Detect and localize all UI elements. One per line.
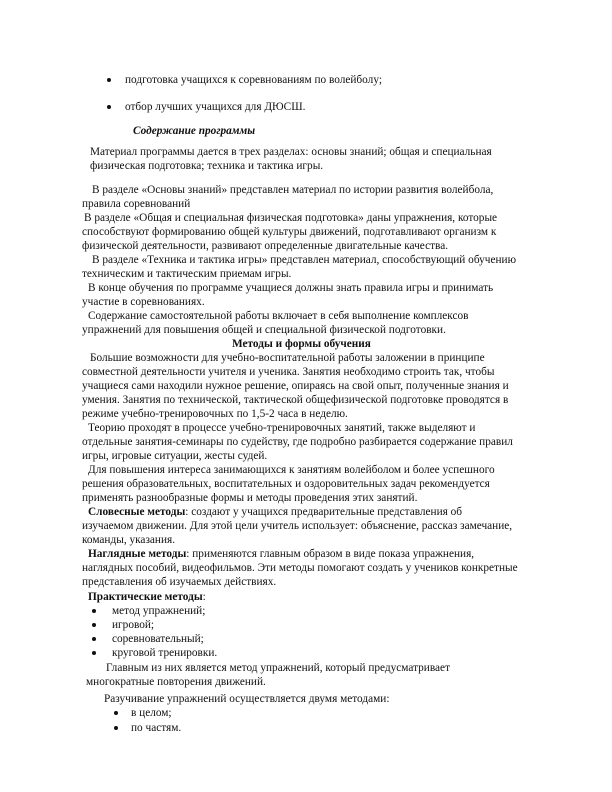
paragraph-line: многократные повторения движений. — [86, 676, 266, 688]
paragraph-line: Главным из них является метод упражнений, который предусматривает — [106, 662, 451, 674]
practical-methods-label: Практические методы — [88, 591, 203, 603]
paragraph-line: упражнений для повышения общей и специальной физической подготовки. — [82, 324, 446, 336]
verbal-methods-line — [88, 505, 462, 519]
section-heading: Методы и формы обучения — [232, 338, 371, 350]
paragraph-line: Содержание самостоятельной работы включает в себя выполнение комплексов — [88, 310, 469, 322]
verbal-methods-label: Словесные методы — [88, 506, 186, 518]
bullet-icon — [114, 711, 118, 715]
paragraph-line: умения. Занятия по технической, тактической общефизической подготовке проводятся в — [82, 394, 509, 406]
paragraph-line: физическая подготовка; техника и тактика игры. — [90, 160, 324, 172]
bullet-icon — [92, 651, 96, 655]
visual-methods-text: : применяются главным образом в виде показа упражнения, — [186, 548, 475, 560]
paragraph-line: режиме учебно-тренировочных по 1,5-2 часа в неделю. — [82, 408, 348, 420]
bullet-icon — [92, 623, 96, 627]
paragraph-line: Теорию проходят в процессе учебно-тренировочных занятий, также выделяют и — [88, 422, 476, 434]
paragraph-line: В разделе «Общая и специальная физическая подготовка» даны упражнения, которые — [84, 212, 498, 224]
paragraph-line: В конце обучения по программе учащиеся должны знать правила игры и принимать — [88, 282, 494, 294]
visual-methods-line — [88, 547, 474, 561]
paragraph-line: В разделе «Основы знаний» представлен материал по истории развития волейбола, — [92, 184, 494, 196]
paragraph-line: Разучивание упражнений осуществляется двумя методами: — [104, 693, 390, 705]
paragraph-line: Материал программы дается в трех разделах: основы знаний; общая и специальная — [90, 146, 492, 158]
paragraph-line: представления об изучаемых действиях. — [82, 576, 277, 588]
bullet-icon — [114, 726, 118, 730]
list-item: игровой; — [112, 619, 155, 631]
paragraph-line: применять разнообразные формы и методы проведения этих занятий. — [82, 492, 418, 504]
verbal-methods-text: : создают у учащихся предварительные представления об — [185, 506, 463, 518]
paragraph-line: изучаемом движении. Для этой цели учитель использует: объяснение, рассказ замечание, — [82, 520, 513, 532]
list-item: по частям. — [131, 722, 182, 734]
paragraph-line: наглядных пособий, видеофильмов. Эти методы помогают создать у учеников конкретные — [82, 562, 518, 574]
bullet-icon — [107, 78, 111, 82]
bullet-icon — [107, 105, 111, 109]
list-item: круговой тренировки. — [112, 647, 218, 659]
bullet-icon — [92, 637, 96, 641]
paragraph-line: команды, указания. — [82, 534, 176, 546]
list-item: в целом; — [131, 707, 172, 719]
paragraph-line: В разделе «Техника и тактика игры» представлен материал, способствующий обучению — [92, 254, 517, 266]
paragraph-line: совместной деятельности учителя и ученика. Занятия необходимо строить так, чтобы — [82, 366, 495, 378]
list-item: подготовка учащихся к соревнованиям по волейболу; — [125, 74, 382, 86]
paragraph-line: решения образовательных, воспитательных и оздоровительных задач рекомендуется — [82, 478, 490, 490]
list-item: метод упражнений; — [112, 605, 206, 617]
paragraph-line: правила соревнований — [82, 198, 191, 210]
paragraph-line: физической деятельности, развивают определенные двигательные качества. — [82, 240, 449, 252]
visual-methods-label: Наглядные методы — [88, 548, 187, 560]
paragraph-line: учащиеся сами находили нужное решение, опираясь на свой опыт, полученные знания и — [82, 380, 509, 392]
paragraph-line: техническим и тактическим приемам игры. — [82, 268, 292, 280]
practical-methods-colon: : — [202, 591, 206, 603]
paragraph-line: Для повышения интереса занимающихся к занятиям волейболом и более успешного — [88, 464, 495, 476]
paragraph-line: Большие возможности для учебно-воспитательной работы заложении в принципе — [90, 352, 485, 364]
practical-methods-line — [88, 590, 206, 604]
paragraph-line: отдельные занятия-семинары по судейству, где подробно разбирается содержание правил — [82, 436, 513, 448]
paragraph-line: участие в соревнованиях. — [82, 296, 205, 308]
list-item: отбор лучших учащихся для ДЮСШ. — [125, 101, 306, 113]
paragraph-line: способствуют формированию общей культуры движений, подготавливают организм к — [82, 226, 497, 238]
list-item: соревновательный; — [112, 633, 204, 645]
bullet-icon — [92, 609, 96, 613]
paragraph-line: игры, игровые ситуации, жесты судей. — [82, 450, 268, 462]
section-heading: Содержание программы — [133, 125, 256, 137]
